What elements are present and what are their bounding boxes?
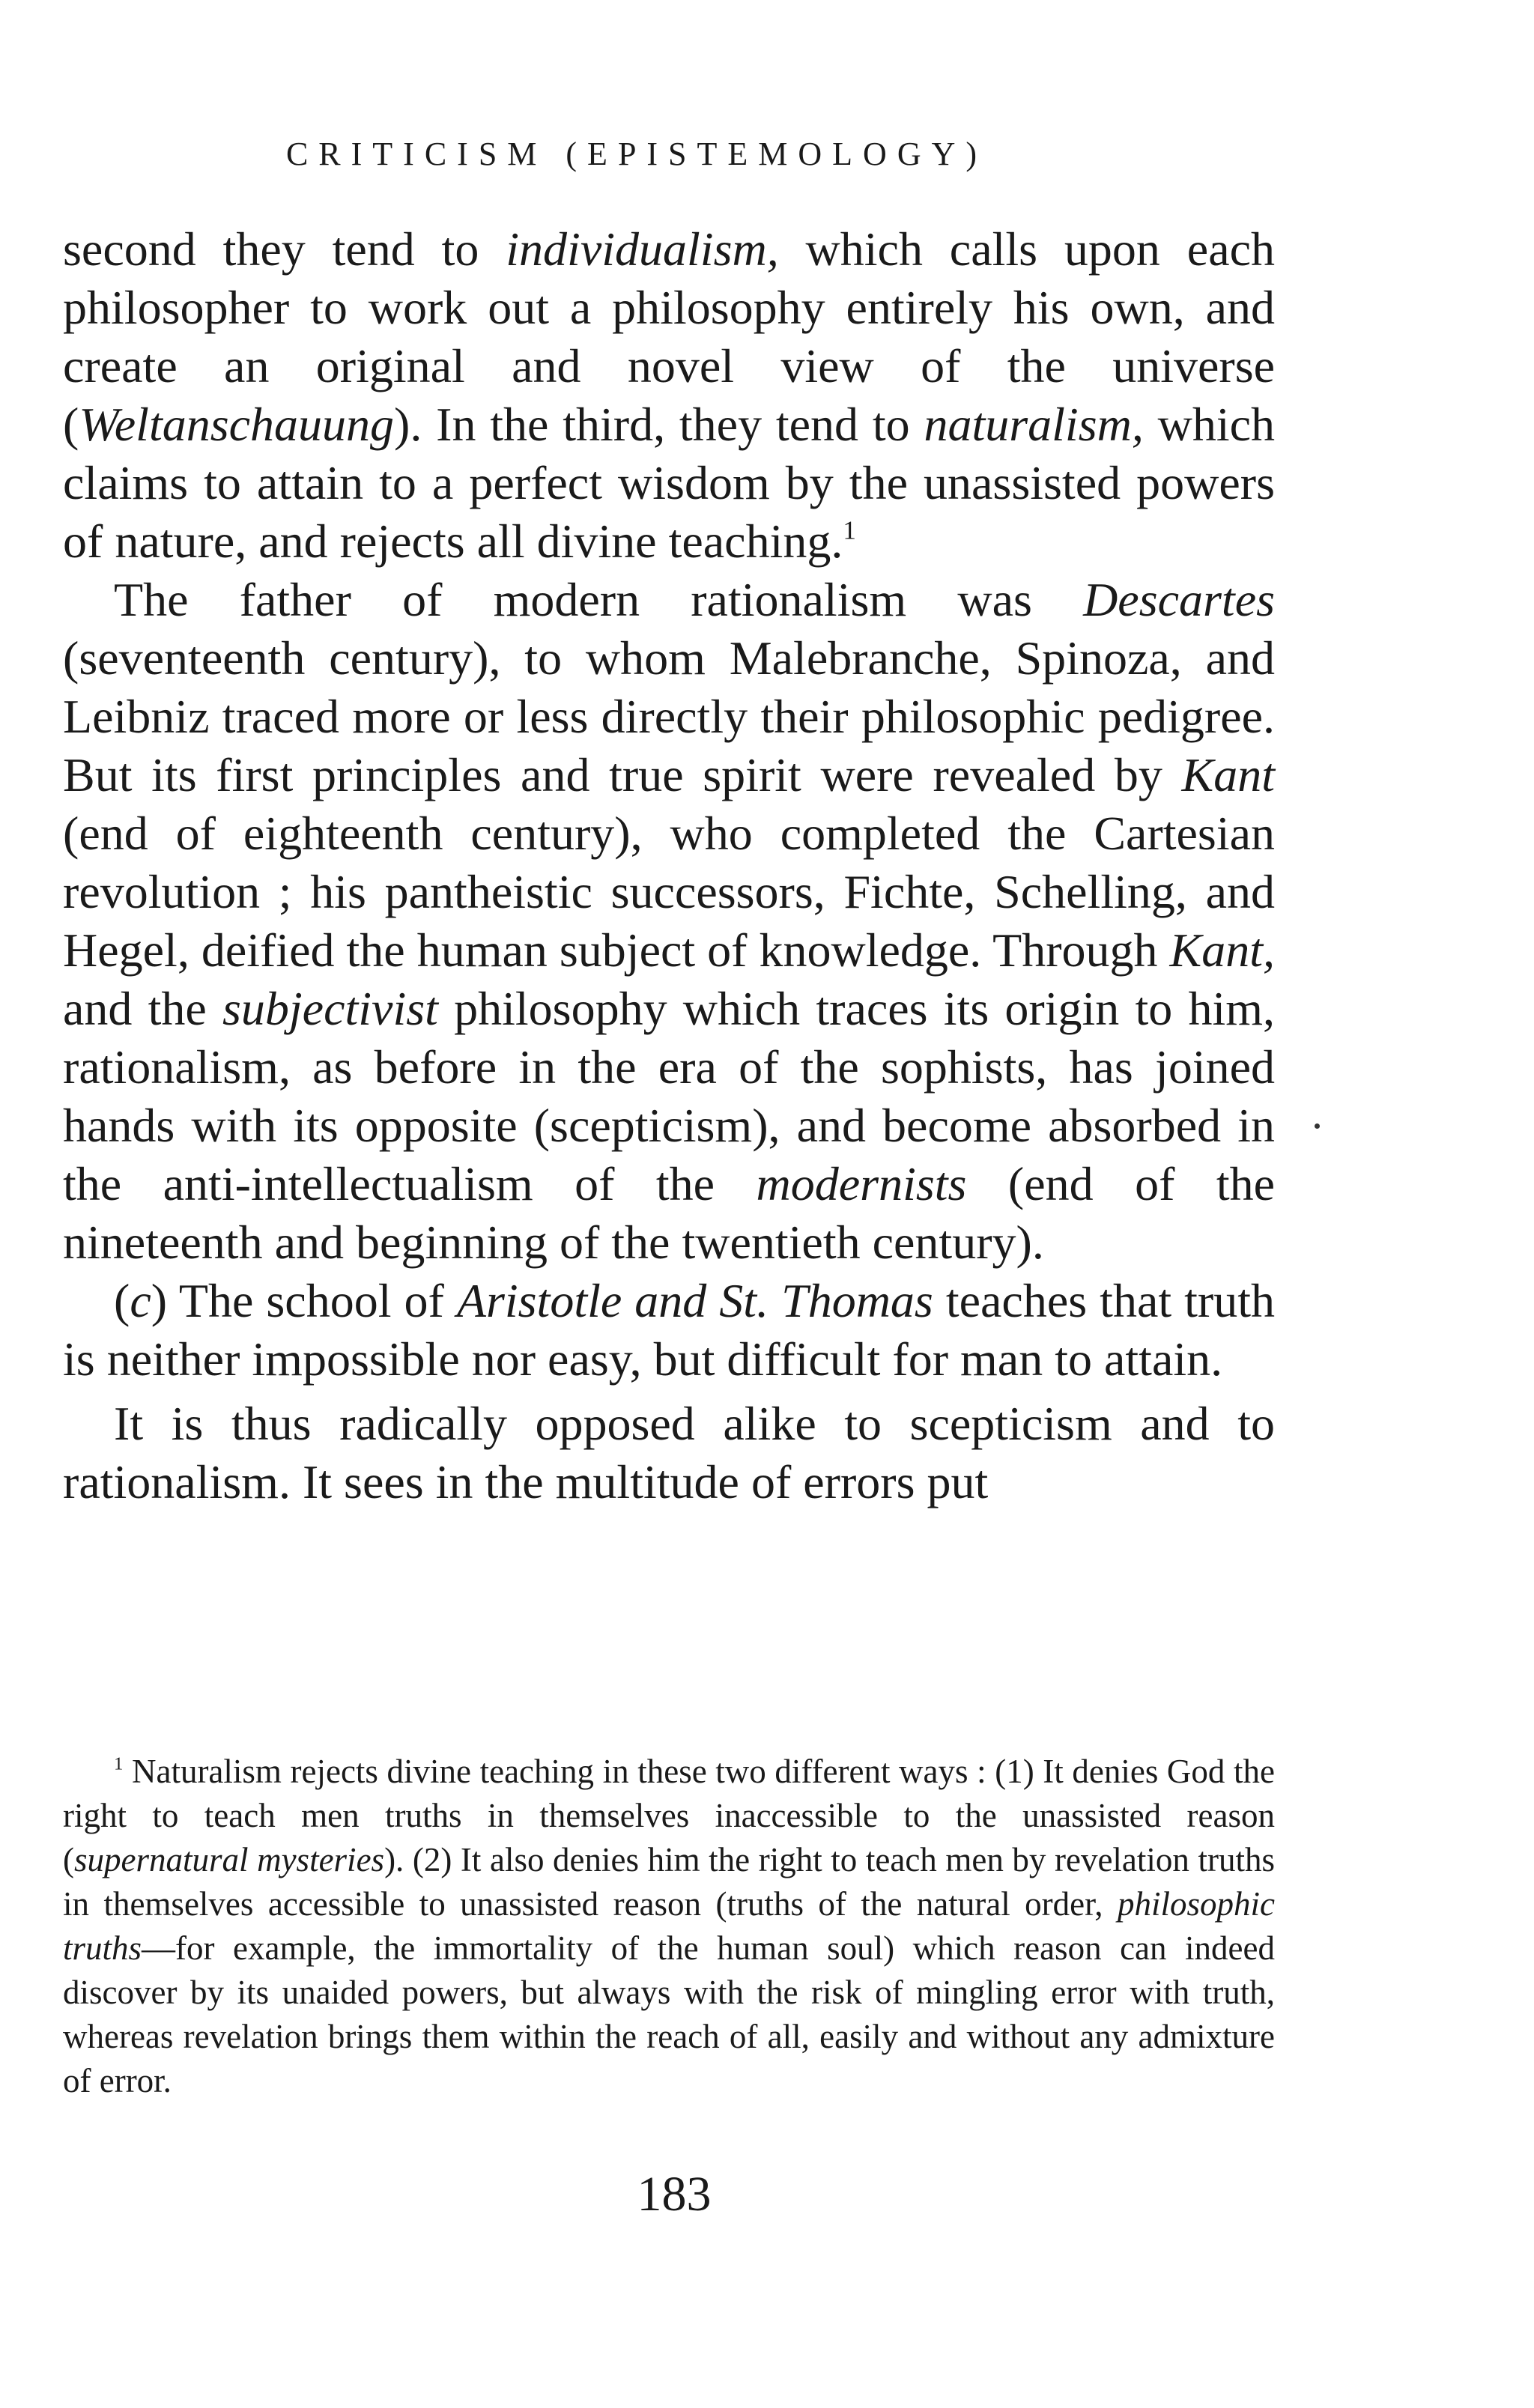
italic-term: Weltanschauung <box>79 398 395 451</box>
paragraph <box>63 571 1275 1272</box>
text-span: philosophy which traces its origin to him, rationalism, as before in the era of the sophists, has joined hands with its opposite (scepticism), and become absorbed in the anti-intellectualism of the <box>63 982 1275 1210</box>
text-span: The father of modern rationalism was <box>114 573 1084 626</box>
italic-term: naturalism, <box>924 398 1144 451</box>
running-head: CRITICISM (EPISTEMOLOGY) <box>285 136 988 172</box>
text-span: It is thus radically opposed alike to scepticism and to rationalism. It sees in the multitude of errors put <box>63 1397 1275 1508</box>
text-span: which calls upon each philosopher to work out a philosophy entirely his own, and create an original and novel view of the universe ( <box>63 222 1275 451</box>
paragraph <box>63 220 1275 571</box>
margin-mark <box>1315 1123 1320 1129</box>
text-span: (end of the nineteenth and beginning of the twentieth century). <box>63 1157 1276 1269</box>
text-span: ( <box>114 1274 130 1327</box>
text-span: —for example, the immortality of the human soul) which reason can indeed discover by its unaided powers, but always with the risk of mingling error with truth, whereas revelation brings them within the reach of all, easily and without any admixture of error. <box>63 1929 1275 2099</box>
text-span: and the <box>63 982 222 1035</box>
text-span: (seventeenth century), to whom Malebranche, Spinoza, and Leibniz traced more or less directly their philosophic pedigree. But its first principles and true spirit were revealed by <box>63 631 1275 801</box>
text-span: teaches that truth is neither impossible nor easy, but difficult for man to attain. <box>63 1274 1276 1386</box>
main-text <box>63 220 1275 1511</box>
footnote <box>63 1750 1275 2103</box>
paragraph <box>63 1272 1275 1389</box>
italic-term: Kant <box>1181 748 1275 801</box>
italic-term: Aristotle and St. Thomas <box>456 1274 933 1327</box>
italic-term: Descartes <box>1083 573 1275 626</box>
text-span: ). (2) It also denies him the right to teach men by revelation truths in themselves accessible to unassisted reason (truths of the natural order, <box>63 1841 1275 1923</box>
italic-term: philosophic truths <box>63 1885 1275 1967</box>
text-span: second they tend to <box>63 222 506 276</box>
italic-term: individualism, <box>506 222 779 276</box>
text-span: which claims to attain to a perfect wisdom by the unassisted powers of nature, and rejects all divine teaching. <box>63 398 1276 568</box>
italic-term: c <box>130 1274 151 1327</box>
italic-term: modernists <box>756 1157 967 1210</box>
footnote-ref[interactable]: 1 <box>843 515 856 545</box>
paragraph <box>63 1395 1275 1511</box>
italic-term: Kant, <box>1169 924 1275 977</box>
italic-term: subjectivist <box>222 982 438 1035</box>
footnote-marker: 1 <box>114 1753 124 1774</box>
italic-term: supernatural mysteries <box>74 1841 385 1878</box>
text-span: ). In the third, they tend to <box>394 398 924 451</box>
footnote-text <box>63 1750 1275 2103</box>
text-span: Naturalism rejects divine teaching in these two different ways : (1) It denies God the right to teach men truths in themselves inaccessible to the unassisted reason ( <box>63 1753 1275 1878</box>
page-number: 183 <box>637 2167 712 2222</box>
text-span: (end of eighteenth century), who completed the Cartesian revolution ; his pantheistic successors, Fichte, Schelling, and Hegel, deified the human subject of knowledge. Through <box>63 807 1275 977</box>
text-span: ) The school of <box>151 1274 457 1327</box>
